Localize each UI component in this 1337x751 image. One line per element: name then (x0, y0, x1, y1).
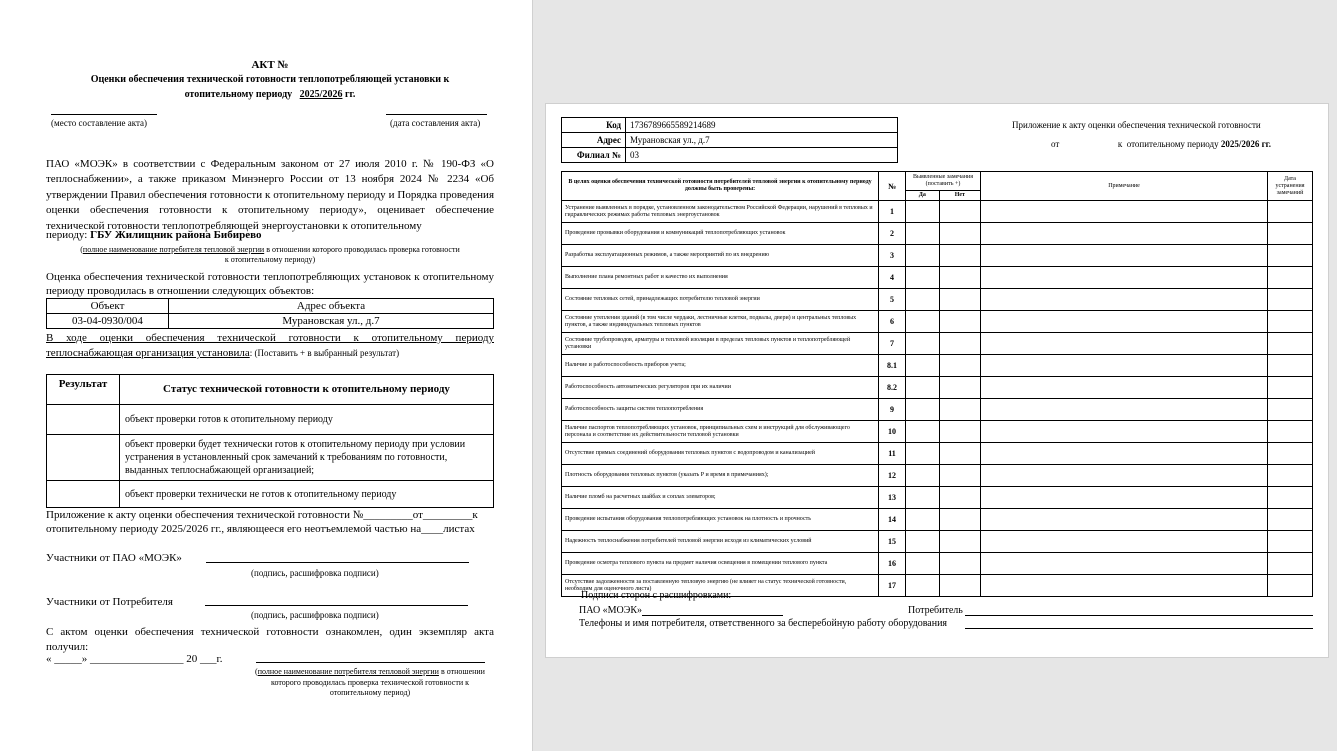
checklist-body (562, 201, 1313, 597)
requirement-number: 16 (879, 553, 906, 575)
number-header: № (879, 172, 906, 201)
note-cell[interactable] (981, 245, 1268, 267)
checklist-row (562, 289, 1313, 311)
fix-date-cell[interactable] (1268, 223, 1313, 245)
requirement-number: 15 (879, 531, 906, 553)
requirement-text: Проведение осмотра теплового пункта на предмет наличия освещения в помещении теплового пункта (562, 553, 879, 575)
fix-date-header: Дата устранения замечаний (1268, 172, 1313, 201)
remark-no-cell[interactable] (939, 289, 980, 311)
note-cell[interactable] (981, 333, 1268, 355)
fix-date-cell[interactable] (1268, 399, 1313, 421)
subtitle-prefix: отопительному периоду (184, 89, 293, 100)
requirements-header: В целях оценки обеспечения технической готовности потребителей тепловой энергии к отопительному периоду должны быть проверены: (562, 172, 879, 201)
remark-yes-cell[interactable] (906, 201, 940, 223)
remark-yes-cell[interactable] (906, 399, 940, 421)
remark-no-cell[interactable] (939, 267, 980, 289)
remark-no-cell[interactable] (939, 201, 980, 223)
branch-value: 03 (626, 148, 898, 163)
remark-no-cell[interactable] (939, 223, 980, 245)
consumer-caption-underlined: полное наименование потребителя тепловой энергии (82, 245, 265, 254)
remark-yes-cell[interactable] (906, 333, 940, 355)
checklist-row (562, 421, 1313, 443)
note-cell[interactable] (981, 355, 1268, 377)
status-option-2: объект проверки будет технически готов к отопительному периоду при условии устранения в установленный срок замечаний к требованиям по готовности, выданных теплоснабжающей организацией; (120, 435, 494, 481)
remark-no-cell[interactable] (939, 333, 980, 355)
requirement-text: Работоспособность автоматических регуляторов при их наличии (562, 377, 879, 399)
checklist-table (561, 171, 1313, 597)
code-value: 1736789665589214689 (626, 118, 898, 133)
final-caption-line3: отопительному период) (329, 688, 411, 697)
remark-no-cell[interactable] (939, 465, 980, 487)
requirement-number: 6 (879, 311, 906, 333)
requirement-text: Надежность теплоснабжения потребителей тепловой энергии исходя из климатических условий (562, 531, 879, 553)
checklist-row (562, 443, 1313, 465)
objects-intro: Оценка обеспечения технической готовности теплопотребляющих установок к отопительному периоду проводилась в отношении следующих объектов: (46, 271, 494, 297)
requirement-number: 11 (879, 443, 906, 465)
checklist-row (562, 355, 1313, 377)
signatures-title: Подписи сторон с расшифровками: (581, 590, 732, 601)
note-cell[interactable] (981, 531, 1268, 553)
note-cell[interactable] (981, 289, 1268, 311)
consumer-name-line[interactable] (256, 662, 485, 663)
note-cell[interactable] (981, 443, 1268, 465)
checklist-row (562, 553, 1313, 575)
fix-date-cell[interactable] (1268, 553, 1313, 575)
requirement-number: 3 (879, 245, 906, 267)
consumer-sign-line[interactable] (965, 615, 1313, 616)
consumer-name: ГБУ Жилищник района Бибирево (90, 229, 262, 241)
participants-consumer-label: Участники от Потребителя (46, 596, 173, 608)
requirement-number: 13 (879, 487, 906, 509)
fix-date-cell[interactable] (1268, 245, 1313, 267)
signature-caption-1: (подпись, расшифровка подписи) (251, 568, 379, 578)
note-cell[interactable] (981, 267, 1268, 289)
code-label: Код (562, 118, 626, 133)
remark-no-cell[interactable] (939, 575, 980, 597)
remark-no-cell[interactable] (939, 553, 980, 575)
subtitle-period: 2025/2026 (299, 89, 343, 100)
requirement-number: 1 (879, 201, 906, 223)
result-checkbox-2[interactable] (47, 435, 120, 481)
requirement-text: Выполнение плана ремонтных работ и качество их выполнения (562, 267, 879, 289)
checklist-row (562, 399, 1313, 421)
fix-date-cell[interactable] (1268, 531, 1313, 553)
remark-no-cell[interactable] (939, 443, 980, 465)
remark-no-cell[interactable] (939, 531, 980, 553)
objects-table (46, 298, 494, 329)
checklist-row (562, 377, 1313, 399)
note-cell[interactable] (981, 223, 1268, 245)
signature-caption-2: (подпись, расшифровка подписи) (251, 610, 379, 620)
fix-date-cell[interactable] (1268, 333, 1313, 355)
remark-yes-cell[interactable] (906, 465, 940, 487)
consumer-prefix: периоду: (46, 229, 88, 241)
fix-date-cell[interactable] (1268, 509, 1313, 531)
phones-label: Телефоны и имя потребителя, ответственного за бесперебойную работу оборудования (579, 618, 948, 629)
requirement-text: Отсутствие прямых соединений оборудования тепловых пунктов с водопроводом и канализацией (562, 443, 879, 465)
consumer-caption: (полное наименование потребителя тепловой энергии в отношении которого проводилась проверка готовности к отопительному периоду) (80, 245, 460, 264)
fix-date-cell[interactable] (1268, 487, 1313, 509)
remark-no-cell[interactable] (939, 487, 980, 509)
object-info-table (561, 117, 898, 163)
appendix-text-line2: отопительному периоду 2025/2026 гг., являющееся его неотъемлемой частью на____листах (46, 523, 475, 535)
act-title: АКТ № (251, 59, 289, 71)
note-cell[interactable] (981, 201, 1268, 223)
appendix-text-line1: Приложение к акту оценки обеспечения технической готовности №_________от_________к (46, 509, 478, 521)
remark-yes-cell[interactable] (906, 487, 940, 509)
consumer-caption-rest: в отношении которого проводилась проверка готовности (266, 245, 460, 254)
remark-yes-cell[interactable] (906, 377, 940, 399)
remark-yes-cell[interactable] (906, 531, 940, 553)
requirement-number: 9 (879, 399, 906, 421)
act-subtitle-line1: Оценки обеспечения технической готовности теплопотребляющей установки к (90, 74, 450, 85)
checklist-row (562, 509, 1313, 531)
appendix-title-period: отопительному периоду (1126, 139, 1219, 149)
fix-date-cell[interactable] (1268, 289, 1313, 311)
remark-yes-cell[interactable] (906, 223, 940, 245)
checklist-row (562, 245, 1313, 267)
place-caption: (место составление акта) (51, 118, 147, 128)
act-page (0, 0, 533, 751)
final-caption: (полное наименование потребителя тепловой энергии в отношении которого проводилась проверка технической готовности к отопительному период) (255, 667, 485, 697)
requirement-text: Плотность оборудования тепловых пунктов (указать Р и время в примечаниях); (562, 465, 879, 487)
remark-yes-cell[interactable] (906, 575, 940, 597)
final-caption-line2: которого проводилась проверка технической готовности к (270, 677, 470, 687)
requirement-text: Устранение выявленных в порядке, установленном законодательством Российской Федерации, нарушений в тепловых и гидравлических режимах работы тепловых энергоустановок (562, 201, 879, 223)
remark-yes-cell[interactable] (906, 311, 940, 333)
fix-date-cell[interactable] (1268, 421, 1313, 443)
remark-yes-cell[interactable] (906, 355, 940, 377)
appendix-title-years: 2025/2026 гг. (1220, 139, 1272, 149)
remark-yes-cell[interactable] (906, 421, 940, 443)
remark-no-cell[interactable] (939, 245, 980, 267)
remark-no-cell[interactable] (939, 355, 980, 377)
checklist-row (562, 465, 1313, 487)
requirement-number: 7 (879, 333, 906, 355)
requirement-number: 2 (879, 223, 906, 245)
result-table (46, 374, 494, 508)
requirement-text: Наличие и работоспособность приборов учета; (562, 355, 879, 377)
requirement-text: Наличие паспортов теплопотребляющих установок, принципиальных схем и инструкций для обслуживающего персонала и соответствие их действительности тепловой установки (562, 421, 879, 443)
appendix-title-line2 (1051, 139, 1271, 150)
objects-header-address: Адрес объекта (169, 299, 494, 314)
yes-header: Да (906, 191, 940, 201)
requirement-text: Работоспособность защиты систем теплопотребления (562, 399, 879, 421)
fix-date-cell[interactable] (1268, 443, 1313, 465)
remark-yes-cell[interactable] (906, 509, 940, 531)
remark-yes-cell[interactable] (906, 553, 940, 575)
remark-no-cell[interactable] (939, 509, 980, 531)
requirement-number: 8.1 (879, 355, 906, 377)
requirement-number: 8.2 (879, 377, 906, 399)
remarks-header: Выявленные замечания (поставить +) (906, 172, 981, 191)
requirement-number: 14 (879, 509, 906, 531)
requirement-text: Состояние трубопроводов, арматуры и тепловой изоляции в пределах тепловых пунктов и теплопотребляющей установки (562, 333, 879, 355)
note-cell[interactable] (981, 465, 1268, 487)
requirement-number: 10 (879, 421, 906, 443)
result-checkbox-1[interactable] (47, 405, 120, 435)
remark-yes-cell[interactable] (906, 443, 940, 465)
requirement-text: Состояние тепловых сетей, принадлежащих потребителю тепловой энергии (562, 289, 879, 311)
remark-yes-cell[interactable] (906, 289, 940, 311)
consumer-signature-line[interactable] (205, 605, 468, 606)
act-subtitle-line2 (40, 89, 500, 101)
remark-no-cell[interactable] (939, 311, 980, 333)
fix-date-cell[interactable] (1268, 311, 1313, 333)
phones-line[interactable] (965, 628, 1313, 629)
fix-date-cell[interactable] (1268, 465, 1313, 487)
no-header: Нет (939, 191, 980, 201)
fix-date-cell[interactable] (1268, 267, 1313, 289)
final-caption-underlined: полное наименование потребителя тепловой энергии (257, 667, 439, 676)
status-header: Статус технической готовности к отопительному периоду (120, 375, 494, 405)
requirement-number: 5 (879, 289, 906, 311)
note-cell[interactable] (981, 509, 1268, 531)
requirement-text: Проведение промывки оборудования и коммуникаций теплопотребляющих установок (562, 223, 879, 245)
appendix-title-to: к (1117, 139, 1123, 149)
result-checkbox-3[interactable] (47, 481, 120, 508)
requirement-text: Отсутствие задолженности за поставленную тепловую энергию (не влияет на статус технической готовности, необходим для оценочного листа) (562, 575, 879, 597)
appendix-page (545, 103, 1329, 658)
result-header: Результат (47, 375, 120, 405)
checklist-row (562, 311, 1313, 333)
requirement-text: Наличие пломб на расчетных шайбах и соплах элеваторов; (562, 487, 879, 509)
subtitle-suffix: гг. (344, 89, 356, 100)
final-caption-rest: в отношении (440, 667, 485, 676)
status-option-3: объект проверки технически не готов к отопительному периоду (120, 481, 494, 508)
moek-sign-line[interactable] (642, 615, 783, 616)
requirement-number: 12 (879, 465, 906, 487)
requirement-number: 17 (879, 575, 906, 597)
requirement-text: Состояние утепления зданий (в том числе чердаки, лестничные клетки, подвалы, двери) и центральных тепловых пунктов, а также индивидуальных тепловых пунктов (562, 311, 879, 333)
moek-sign-label: ПАО «МОЭК» (579, 605, 643, 616)
note-cell[interactable] (981, 553, 1268, 575)
fix-date-cell[interactable] (1268, 575, 1313, 597)
status-option-1: объект проверки готов к отопительному периоду (120, 405, 494, 435)
note-cell[interactable] (981, 575, 1268, 597)
address-value: Мурановская ул., д.7 (626, 133, 898, 148)
result-intro (46, 331, 494, 361)
checklist-row (562, 333, 1313, 355)
requirement-number: 4 (879, 267, 906, 289)
checklist-row (562, 223, 1313, 245)
checklist-row (562, 487, 1313, 509)
appendix-title-line1: Приложение к акту оценки обеспечения технической готовности (1012, 120, 1261, 130)
note-cell[interactable] (981, 377, 1268, 399)
result-intro-rest: : (Поставить + в выбранный результат) (249, 348, 400, 358)
requirement-text: Проведение испытания оборудования теплопотребляющих установок на плотность и прочность (562, 509, 879, 531)
date-caption: (дата составления акта) (390, 118, 481, 128)
objects-header-object: Объект (47, 299, 169, 314)
date-line (386, 114, 487, 115)
address-label: Адрес (562, 133, 626, 148)
familiarized-text: С актом оценки обеспечения технической готовности ознакомлен, один экземпляр акта получил: (46, 626, 494, 653)
place-line (51, 114, 157, 115)
appendix-title-from: от (1051, 139, 1060, 149)
note-cell[interactable] (981, 399, 1268, 421)
participants-moek-label: Участники от ПАО «МОЭК» (46, 552, 182, 564)
consumer-sign-label: Потребитель (908, 605, 963, 616)
note-cell[interactable] (981, 487, 1268, 509)
consumer-line (46, 229, 261, 242)
fix-date-cell[interactable] (1268, 377, 1313, 399)
checklist-row (562, 201, 1313, 223)
date-fill-line[interactable]: « _____» _________________ 20 ___г. (46, 653, 223, 665)
consumer-caption-line2: к отопительному периоду) (224, 255, 316, 264)
moek-signature-line[interactable] (206, 562, 469, 563)
note-cell[interactable] (981, 311, 1268, 333)
remark-no-cell[interactable] (939, 399, 980, 421)
remark-no-cell[interactable] (939, 377, 980, 399)
object-address: Мурановская ул., д.7 (169, 314, 494, 329)
note-header: Примечание (981, 172, 1268, 201)
checklist-row (562, 531, 1313, 553)
requirement-text: Разработка эксплуатационных режимов, а также мероприятий по их внедрению (562, 245, 879, 267)
checklist-row (562, 267, 1313, 289)
remark-yes-cell[interactable] (906, 245, 940, 267)
remark-yes-cell[interactable] (906, 267, 940, 289)
fix-date-cell[interactable] (1268, 355, 1313, 377)
result-intro-underlined: В ходе оценки обеспечения технической готовности к отопительному периоду теплоснабжающая организация установила (46, 332, 494, 359)
fix-date-cell[interactable] (1268, 201, 1313, 223)
note-cell[interactable] (981, 421, 1268, 443)
object-code: 03-04-0930/004 (47, 314, 169, 329)
intro-text: ПАО «МОЭК» в соответствии с Федеральным законом от 27 июля 2010 г. № 190-ФЗ «О теплоснабжении», а также приказом Минэнерго России от 13 ноября 2024 № 2234 «Об утверждении Правил обеспечения готовности к отопительному периоду и Порядка проведения оценки обеспечения готовности к отопительному периоду», оценивает обеспечение технической готовности теплопотребляющей энергоустановки к отопительному (46, 158, 494, 232)
branch-label: Филиал № (562, 148, 626, 163)
remark-no-cell[interactable] (939, 421, 980, 443)
